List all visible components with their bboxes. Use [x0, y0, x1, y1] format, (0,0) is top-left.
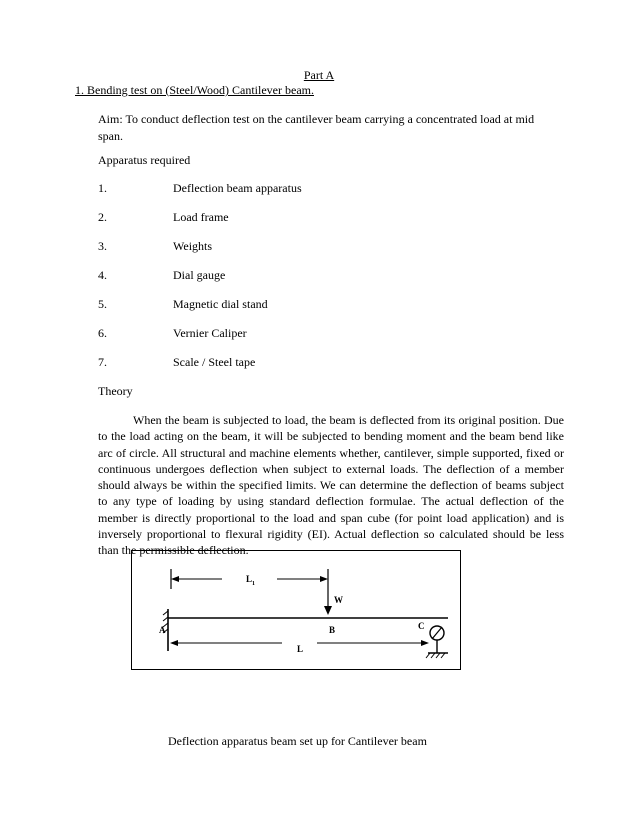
list-item [98, 297, 302, 326]
l1-arrow-left [171, 576, 179, 582]
aim-paragraph: Aim: To conduct deflection test on the cantilever beam carrying a concentrated load at mid span. [98, 112, 535, 143]
apparatus-list [98, 181, 302, 384]
dial-stand-hatching [426, 653, 445, 658]
l-arrow-right [421, 640, 429, 646]
theory-paragraph: When the beam is subjected to load, the beam is deflected from its original position. Due to the load acting on the beam, it will be subjected to bending moment and the beam bend like arc of circle. All structural and machine elements whether, cantilever, simple supported, fixed or continuous undergoes deflection when subject to external loads. The deflection of a member should always be within the specified limits. We can determine the deflection of beams subject to any type of loading by using standard deflection formulae. The actual deflection of the member is directly proportional to the load and span cube (for point load application) and is inversely proportional to flexural rigidity (EI). Actual deflection so calculated should be less than the permissible deflection. [98, 413, 564, 558]
list-item [98, 210, 302, 239]
item-number: 5. [98, 297, 107, 311]
item-label: Deflection beam apparatus [173, 181, 302, 195]
item-label: Vernier Caliper [173, 326, 247, 340]
dial-gauge-needle [432, 627, 442, 639]
label-c: C [418, 621, 425, 631]
item-label: Load frame [173, 210, 229, 224]
load-arrow [324, 606, 332, 615]
list-item [98, 355, 302, 384]
list-item [98, 326, 302, 355]
item-number: 4. [98, 268, 107, 282]
label-l: L [297, 644, 304, 654]
beam-diagram [131, 550, 461, 670]
l-arrow-left [170, 640, 178, 646]
label-l1: $L_1$ [246, 574, 256, 587]
apparatus-heading: Apparatus required [98, 153, 191, 167]
item-number: 2. [98, 210, 107, 224]
list-item [98, 181, 302, 210]
list-item [98, 268, 302, 297]
list-item [98, 239, 302, 268]
label-w: W [334, 595, 343, 605]
beam-diagram-svg [132, 551, 462, 671]
theory-heading: Theory [98, 384, 133, 398]
item-label: Dial gauge [173, 268, 226, 282]
part-title: Part A [303, 68, 335, 82]
item-label: Magnetic dial stand [173, 297, 268, 311]
item-number: 3. [98, 239, 107, 253]
label-b: B [329, 625, 336, 635]
item-number: 1. [98, 181, 107, 195]
item-number: 6. [98, 326, 107, 340]
label-a: A [159, 625, 166, 635]
section-title: 1. Bending test on (Steel/Wood) Cantilever beam. [75, 83, 314, 97]
item-number: 7. [98, 355, 107, 369]
l1-arrow-right [320, 576, 328, 582]
item-label: Weights [173, 239, 213, 253]
figure-caption: Deflection apparatus beam set up for Cantilever beam [168, 734, 427, 748]
item-label: Scale / Steel tape [173, 355, 256, 369]
